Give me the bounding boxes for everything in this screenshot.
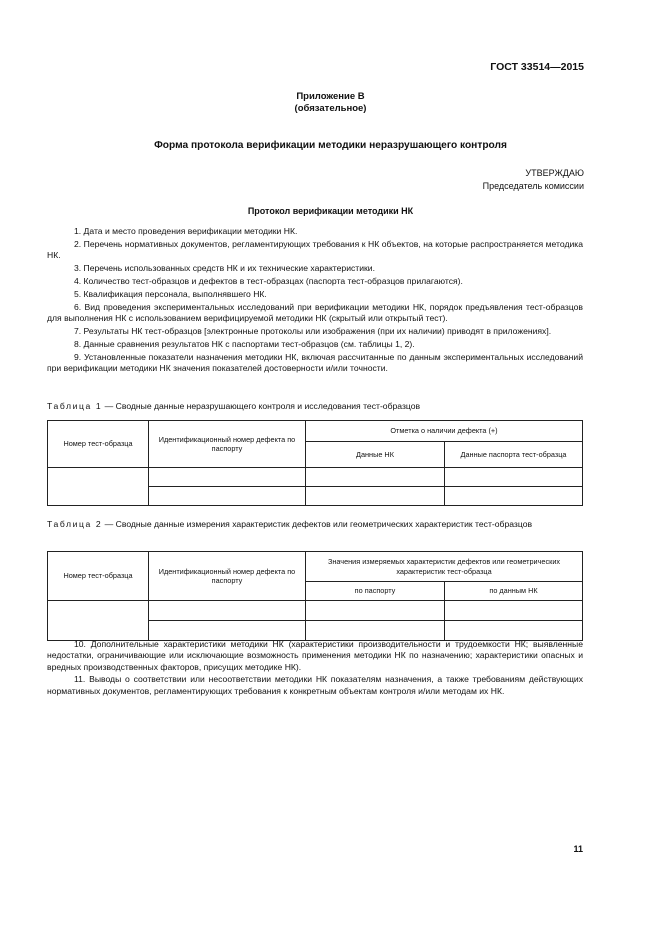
- table1-header-nk: Данные НК: [306, 442, 445, 468]
- table2-caption-text: — Сводные данные измерения характеристик дефектов или геометрических характеристик тест-образцов: [104, 519, 533, 529]
- table2-caption: [47, 519, 583, 530]
- protocol-item: 2. Перечень нормативных документов, регламентирующих требования к НК объектов, на которые распространяется методика НК.: [47, 238, 583, 261]
- table2-header-defect-id: Идентификационный номер дефекта по паспорту: [149, 552, 306, 601]
- protocol-items: [47, 226, 583, 376]
- table1-label: Таблица 1: [47, 401, 103, 411]
- document-code: ГОСТ 33514—2015: [490, 61, 584, 73]
- table1-cell[interactable]: [306, 468, 445, 487]
- table2-header-nk: по данным НК: [445, 582, 583, 601]
- table1-cell[interactable]: [149, 487, 306, 506]
- protocol-item: 8. Данные сравнения результатов НК с паспортами тест-образцов (см. таблицы 1, 2).: [74, 338, 415, 349]
- table2-cell[interactable]: [48, 601, 149, 641]
- table2-header-group: Значения измеряемых характеристик дефектов или геометрических характеристик тест-образца: [306, 552, 583, 582]
- protocol-item: 4. Количество тест-образцов и дефектов в тест-образцах (паспорта тест-образцов прилагаются).: [74, 275, 463, 286]
- protocol-item: 9. Установленные показатели назначения методики НК, включая рассчитанные по данным экспериментальных исследований при верификации методики НК значения показателей достоверности и/или точности.: [47, 351, 583, 374]
- table1-header-passport: Данные паспорта тест-образца: [445, 442, 583, 468]
- approval-line-2: Председатель комиссии: [482, 181, 584, 191]
- page-number: 11: [573, 844, 583, 854]
- protocol-item: 5. Квалификация персонала, выполнявшего НК.: [74, 288, 267, 299]
- conclusion-items: [47, 639, 583, 699]
- table2-cell[interactable]: [149, 601, 306, 621]
- approval-block: [483, 167, 584, 193]
- table1-header-defect-id: Идентификационный номер дефекта по паспорту: [149, 421, 306, 468]
- approval-line-1: УТВЕРЖДАЮ: [525, 168, 584, 178]
- table2-cell[interactable]: [306, 601, 445, 621]
- table1-header-sample: Номер тест-образца: [48, 421, 149, 468]
- table1-header-group: Отметка о наличии дефекта (+): [306, 421, 583, 442]
- table2-label: Таблица 2: [47, 519, 103, 529]
- table1-caption-text: — Сводные данные неразрушающего контроля и исследования тест-образцов: [104, 401, 421, 411]
- protocol-item: 11. Выводы о соответствии или несоответствии методики НК показателям назначения, а также требованиям действующих нормативных документов, регламентирующих требования к конкретным объектам контроля и/или методам их НК.: [47, 674, 583, 696]
- table1-cell[interactable]: [306, 487, 445, 506]
- protocol-item: 1. Дата и место проведения верификации методики НК.: [74, 226, 298, 236]
- protocol-item: 6. Вид проведения экспериментальных исследований при верификации методики НК, порядок предъявления тест-образцов для выполнения НК с использованием верифицируемой методики НК (скрытый или открытый тест).: [47, 301, 583, 324]
- table2: [47, 551, 583, 641]
- table2-cell[interactable]: [445, 601, 583, 621]
- form-title: Форма протокола верификации методики неразрушающего контроля: [154, 140, 507, 151]
- table2-header-sample: Номер тест-образца: [48, 552, 149, 601]
- annex-heading: [0, 91, 661, 115]
- table2-cell[interactable]: [149, 621, 306, 641]
- table1-cell[interactable]: [445, 487, 583, 506]
- table2-cell[interactable]: [306, 621, 445, 641]
- annex-title: Приложение В: [296, 91, 365, 102]
- table1-cell[interactable]: [48, 468, 149, 506]
- protocol-item: 10. Дополнительные характеристики методики НК (характеристики производительности и трудоемкости НК; выявленные недостатки, ограничивающие или исключающие возможность применения методики НК по назначению; характеристики опасных и вредных производственных факторов, присущих методике НК).: [47, 639, 583, 672]
- table2-header-passport: по паспорту: [306, 582, 445, 601]
- table2-cell[interactable]: [445, 621, 583, 641]
- table1-caption: [47, 401, 583, 412]
- protocol-item: 7. Результаты НК тест-образцов [электронные протоколы или изображения (при их наличии) приводят в приложениях].: [74, 325, 552, 336]
- table1: [47, 420, 583, 506]
- annex-status: (обязательное): [294, 103, 367, 114]
- table1-cell[interactable]: [149, 468, 306, 487]
- table1-cell[interactable]: [445, 468, 583, 487]
- protocol-title: Протокол верификации методики НК: [247, 206, 414, 216]
- protocol-item: 3. Перечень использованных средств НК и их технические характеристики.: [74, 263, 375, 274]
